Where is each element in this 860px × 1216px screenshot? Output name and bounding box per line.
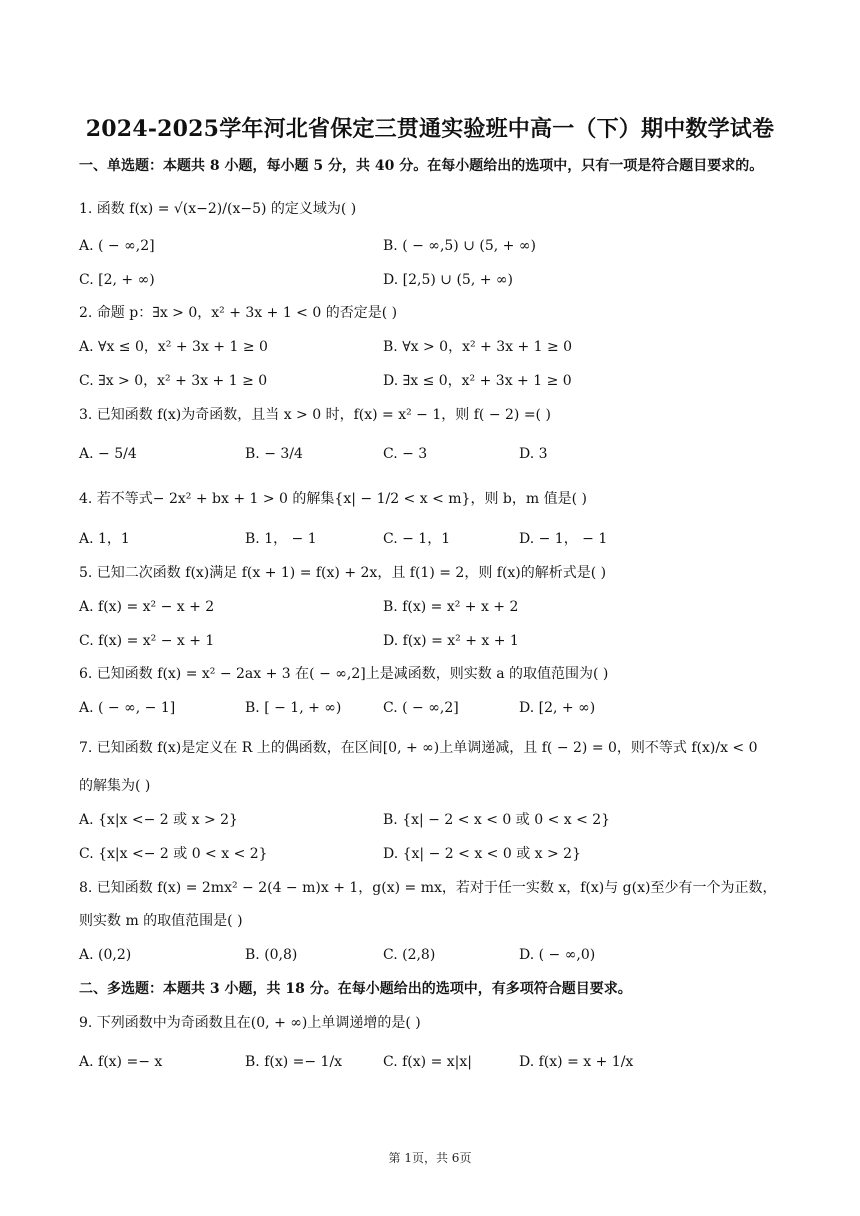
- question-5-stem: 5. 已知二次函数 f(x)满足 f(x + 1) = f(x) + 2x，且 f(1) = 2，则 f(x)的解析式是( ): [79, 565, 607, 581]
- page-title: 2024-2025学年河北省保定三贯通实验班中高一（下）期中数学试卷: [85, 116, 775, 142]
- q3-option-c[interactable]: C. − 3: [383, 446, 428, 462]
- q9-option-a[interactable]: A. f(x) =− x: [79, 1054, 163, 1070]
- question-1-stem: 1. 函数 f(x) = √(x−2)/(x−5) 的定义域为( ): [79, 201, 357, 217]
- q4-option-d[interactable]: D. − 1， − 1: [519, 531, 608, 547]
- q9-option-d[interactable]: D. f(x) = x + 1/x: [519, 1054, 634, 1070]
- q4-option-b[interactable]: B. 1， − 1: [245, 531, 317, 547]
- q4-option-c[interactable]: C. − 1，1: [383, 531, 451, 547]
- page-footer: 第 1页，共 6页: [388, 1151, 472, 1165]
- q7-option-b[interactable]: B. {x| − 2 < x < 0 或 0 < x < 2}: [383, 812, 611, 828]
- q8-option-a[interactable]: A. (0,2): [79, 947, 132, 963]
- q3-option-b[interactable]: B. − 3/4: [245, 446, 303, 462]
- q7-option-c[interactable]: C. {x|x <− 2 或 0 < x < 2}: [79, 846, 268, 862]
- q6-option-a[interactable]: A. ( − ∞, − 1]: [79, 700, 176, 716]
- q2-option-a[interactable]: A. ∀x ≤ 0，x² + 3x + 1 ≥ 0: [79, 339, 268, 355]
- section-heading-single-choice: 一、单选题：本题共 8 小题，每小题 5 分，共 40 分。在每小题给出的选项中，只有一项是符合题目要求的。: [79, 158, 764, 174]
- q8-option-d[interactable]: D. ( − ∞,0): [519, 947, 596, 963]
- question-4-stem: 4. 若不等式− 2x² + bx + 1 > 0 的解集{x| − 1/2 < x < m}，则 b，m 值是( ): [79, 491, 587, 507]
- q2-option-c[interactable]: C. ∃x > 0，x² + 3x + 1 ≥ 0: [79, 373, 268, 389]
- q1-option-d[interactable]: D. [2,5) ∪ (5, + ∞): [383, 272, 514, 288]
- question-7-stem-continued: 的解集为( ): [79, 778, 151, 794]
- q1-option-a[interactable]: A. ( − ∞,2]: [79, 238, 155, 254]
- q9-option-b[interactable]: B. f(x) =− 1/x: [245, 1054, 343, 1070]
- question-6-stem: 6. 已知函数 f(x) = x² − 2ax + 3 在( − ∞,2]上是减函数，则实数 a 的取值范围为( ): [79, 666, 609, 682]
- q1-option-c[interactable]: C. [2, + ∞): [79, 272, 155, 288]
- q6-option-c[interactable]: C. ( − ∞,2]: [383, 700, 459, 716]
- q8-option-c[interactable]: C. (2,8): [383, 947, 436, 963]
- q9-option-c[interactable]: C. f(x) = x|x|: [383, 1054, 472, 1070]
- q4-option-a[interactable]: A. 1，1: [79, 531, 130, 547]
- q5-option-c[interactable]: C. f(x) = x² − x + 1: [79, 633, 215, 649]
- q5-option-b[interactable]: B. f(x) = x² + x + 2: [383, 599, 519, 615]
- q2-option-b[interactable]: B. ∀x > 0，x² + 3x + 1 ≥ 0: [383, 339, 573, 355]
- question-3-stem: 3. 已知函数 f(x)为奇函数，且当 x > 0 时，f(x) = x² − 1，则 f( − 2) =( ): [79, 407, 551, 423]
- q8-option-b[interactable]: B. (0,8): [245, 947, 298, 963]
- question-9-stem: 9. 下列函数中为奇函数且在(0, + ∞)上单调递增的是( ): [79, 1015, 421, 1031]
- question-8-stem: 8. 已知函数 f(x) = 2mx² − 2(4 − m)x + 1，g(x) = mx，若对于任一实数 x，f(x)与 g(x)至少有一个为正数，: [79, 880, 777, 896]
- q3-option-a[interactable]: A. − 5/4: [79, 446, 137, 462]
- q3-option-d[interactable]: D. 3: [519, 446, 548, 462]
- q6-option-d[interactable]: D. [2, + ∞): [519, 700, 596, 716]
- q5-option-d[interactable]: D. f(x) = x² + x + 1: [383, 633, 519, 649]
- q7-option-a[interactable]: A. {x|x <− 2 或 x > 2}: [79, 812, 238, 828]
- question-8-stem-continued: 则实数 m 的取值范围是( ): [79, 913, 243, 929]
- question-7-stem: 7. 已知函数 f(x)是定义在 R 上的偶函数，在区间[0, + ∞)上单调递减，且 f( − 2) = 0，则不等式 f(x)/x < 0: [79, 740, 758, 756]
- section-heading-multiple-choice: 二、多选题：本题共 3 小题，共 18 分。在每小题给出的选项中，有多项符合题目要求。: [79, 981, 632, 997]
- q6-option-b[interactable]: B. [ − 1, + ∞): [245, 700, 342, 716]
- q7-option-d[interactable]: D. {x| − 2 < x < 0 或 x > 2}: [383, 846, 581, 862]
- question-2-stem: 2. 命题 p：∃x > 0，x² + 3x + 1 < 0 的否定是( ): [79, 305, 398, 321]
- q5-option-a[interactable]: A. f(x) = x² − x + 2: [79, 599, 215, 615]
- q2-option-d[interactable]: D. ∃x ≤ 0，x² + 3x + 1 ≥ 0: [383, 373, 572, 389]
- q1-option-b[interactable]: B. ( − ∞,5) ∪ (5, + ∞): [383, 238, 536, 254]
